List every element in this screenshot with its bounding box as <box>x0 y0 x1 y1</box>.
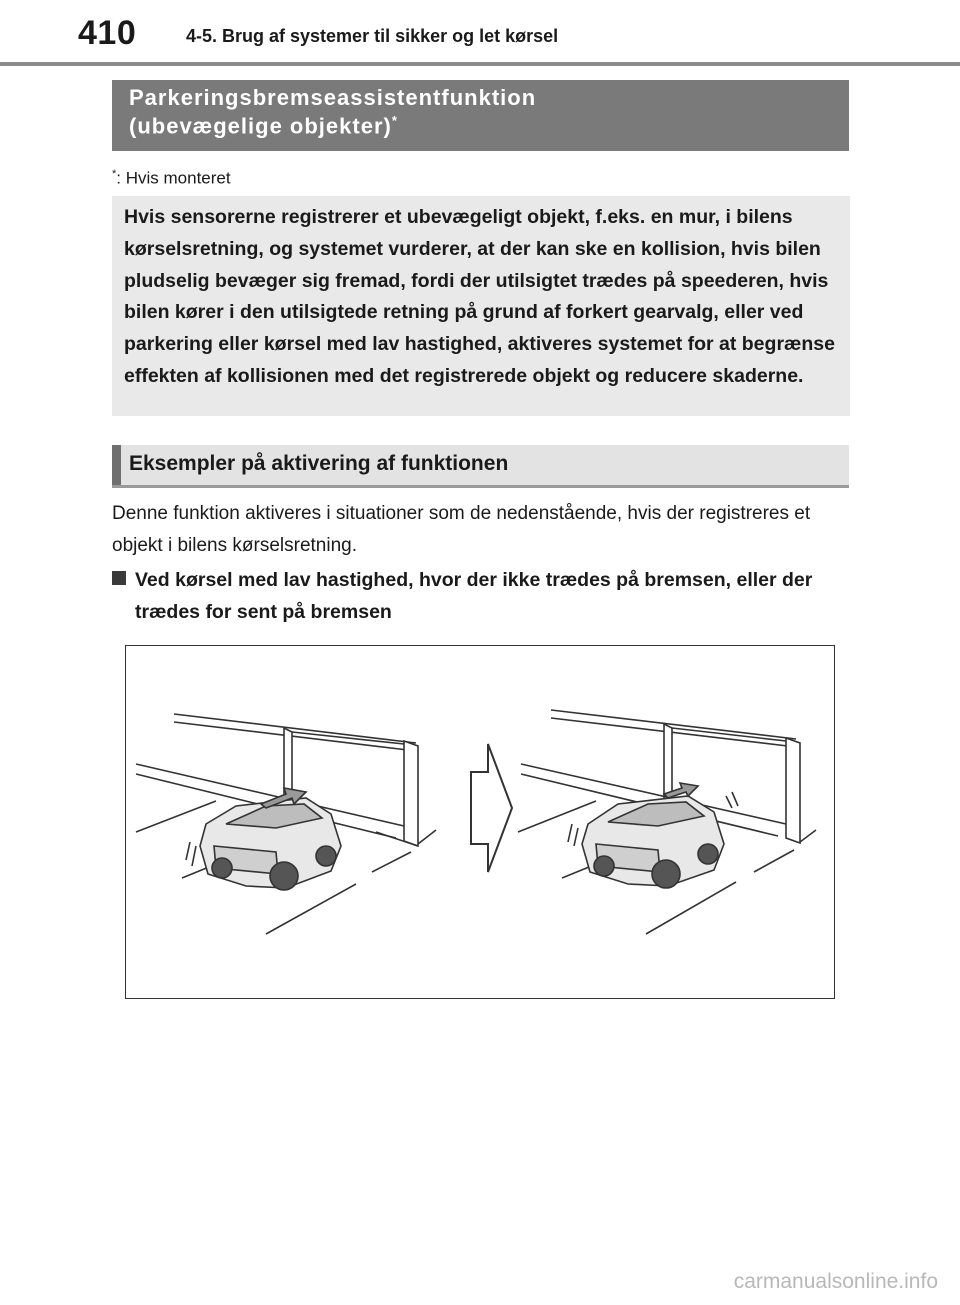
square-bullet-icon <box>112 571 126 585</box>
left-scene <box>136 714 436 934</box>
transition-arrow-icon <box>471 744 512 872</box>
examples-heading-label: Eksempler på aktivering af funktionen <box>129 452 509 475</box>
section-title-line2 <box>129 113 398 139</box>
footnote-marker: * <box>112 168 117 180</box>
page-number: 410 <box>78 14 137 52</box>
section-title-line1: Parkeringsbremseassistentfunktion <box>129 85 537 110</box>
running-header: 4-5. Brug af systemer til sikker og let kørsel <box>186 26 559 46</box>
examples-paragraph: Denne funktion aktiveres i situationer som de nedenstående, hvis der registreres et objekt i bilens kørselsretning. <box>112 503 811 556</box>
footnote-marker: * <box>391 113 398 128</box>
watermark: carmanualsonline.info <box>733 1270 938 1293</box>
right-scene <box>518 710 816 934</box>
footnote <box>112 168 231 189</box>
header-divider <box>0 62 960 66</box>
section-title-banner <box>112 80 849 151</box>
section-title-text: (ubevægelige objekter) <box>129 113 392 139</box>
parking-illustration <box>126 646 834 998</box>
example-bullet: Ved kørsel med lav hastighed, hvor der ikke trædes på bremsen, eller der trædes for sent på bremsen <box>135 569 813 623</box>
footnote-text: : Hvis monteret <box>116 168 231 188</box>
illustration-frame <box>125 645 835 999</box>
heading-accent-bar <box>112 445 121 485</box>
examples-heading <box>112 445 849 488</box>
intro-summary-box <box>112 196 850 416</box>
intro-text: Hvis sensorerne registrerer et ubevægeligt objekt, f.eks. en mur, i bilens kørselsretning, og systemet vurderer, at der kan ske en kollision, hvis bilen pludselig bevæger sig fremad, fordi der utilsigtet trædes på speederen, hvis bilen kører i den utilsigtede retning på grund af forkert gearvalg, eller ved parkering eller kørsel med lav hastighed, aktiveres systemet for at begrænse effekten af kollisionen med det registrerede objekt og reducere skaderne. <box>124 206 835 387</box>
